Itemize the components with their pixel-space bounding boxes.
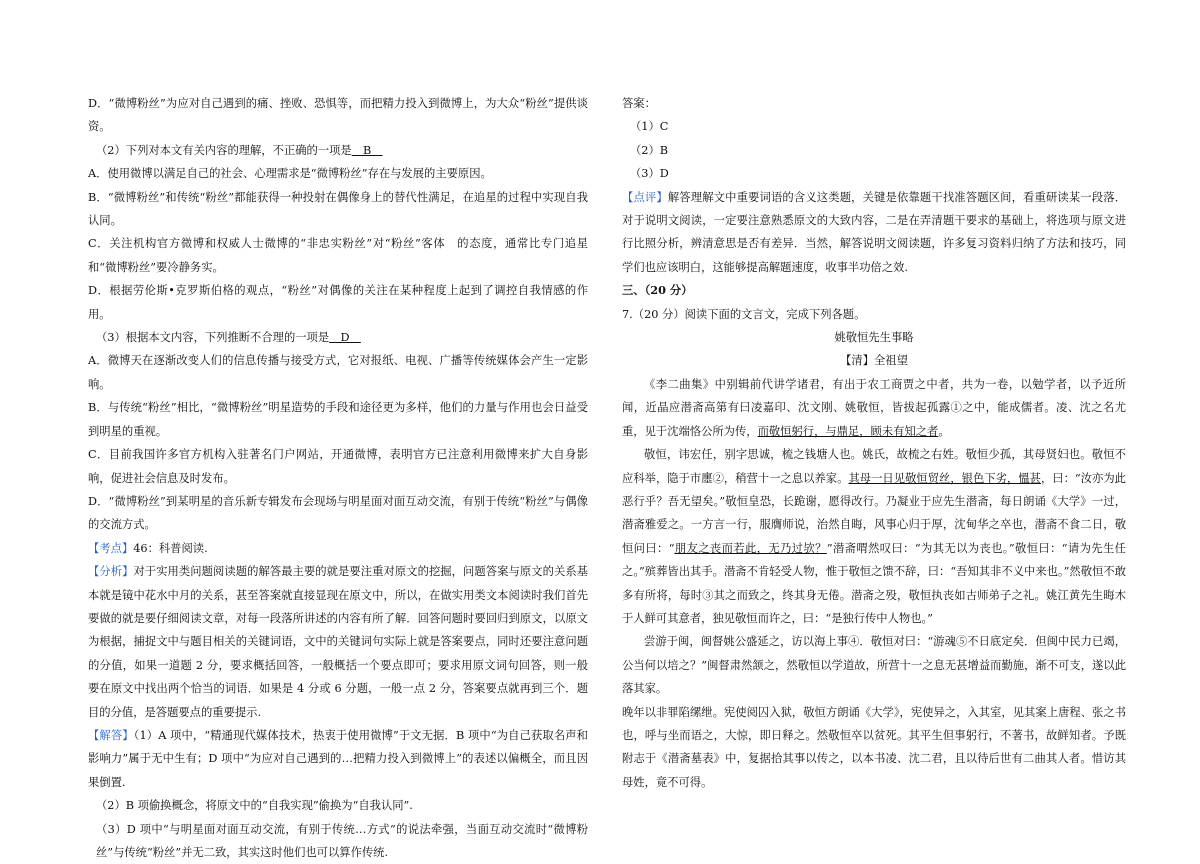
question-2 [88, 139, 588, 162]
q2-option-d: D．根据劳伦斯•克罗斯伯格的观点，“粉丝”对偶像的关注在某种程度上起到了调控自我情感的作用。 [88, 284, 588, 321]
question-3 [88, 326, 588, 349]
paragraph-2-underlined-1: 其母一日见敬恒贸丝，银色下劣，慍甚 [848, 471, 1041, 485]
jieda-part-3: （3）D 项中“与明星面对面互动交流，有别于传统…方式”的说法牵强，当面互动交流时“微博粉丝”与传统“粉丝”并无二致，其实这时他们也可以算作传统. [96, 822, 588, 859]
q2-option-c: C．关注机构官方微博和权威人士微博的“非忠实粉丝”对“粉丝”客体 的态度，通常比专门追星和“微博粉丝”要冷静务实。 [88, 237, 588, 274]
q2-option-b: B．“微博粉丝”和传统“粉丝”都能获得一种投射在偶像身上的替代性满足，在追星的过程中实现自我认同。 [88, 190, 588, 228]
q3-option-b: B．与传统“粉丝”相比，“微博粉丝”明星造势的手段和途径更为多样，他们的力量与作用也会日益受到明星的重视。 [88, 401, 588, 438]
kaodian-tag: 【考点】 [88, 541, 134, 555]
jieda-part-2: （2）B 项偷换概念，将原文中的“自我实现”偷换为“自我认同”. [96, 799, 413, 813]
essay-paragraph-4: 晚年以非罪陷缧绁。宪使阅囚入狱，敬恒方朗诵《大学》，宪使异之，入其室，见其案上唐程、张之书也，呼与坐而语之，大惊，即日释之。然敬恒卒以贫死。其平生但事躬行，不著书，故鲜知者。予既附志于《潜斋墓表》中，复据拾其事以传之，以本书凌、沈二君，且以待后世有二曲其人者。惜访其母姓，竟不可得。 [622, 705, 1126, 789]
question-3-text: （3）根据本文内容，下列推断不合理的一项是 [96, 331, 330, 345]
paragraph-1-underlined: 而敬恒躬行，与鼎足，顾未有知之者 [757, 424, 939, 438]
question-7: 7.（20 分）阅读下面的文言文，完成下列各题。 [622, 307, 866, 321]
paragraph-2-underlined-2: 朋友之丧而若此，无乃过欤？ [674, 541, 827, 555]
answer-2: （2）B [630, 143, 669, 157]
essay-paragraph-3: 尝游于闽，闽督姚公盛延之，访以海上事④．敬恒对曰：“游魂⑤不日底定矣．但闽中民力已竭，公当何以培之？”闽督肃然颔之，然敬恒以学道故，所营十一之息无甚增益而勤施，渐不可支，遂以此落其家。 [622, 635, 1126, 696]
essay-author: 【清】全祖望 [840, 354, 908, 368]
jieda-block [88, 724, 588, 794]
left-column [88, 92, 588, 864]
kaodian-text: 46：科普阅读. [133, 541, 208, 555]
q1-option-d: D．“微博粉丝”为应对自己遇到的痛、挫败、恐惧等，而把精力投入到微博上，为大众“粉丝”提供谈资。 [88, 97, 588, 134]
kaodian-block [88, 537, 588, 560]
q3-option-c: C．目前我国许多官方机构入驻著名门户网站，开通微博，表明官方已注意利用微博来扩大自身影响，促进社会信息及时发布。 [88, 448, 588, 485]
fenxi-tag: 【分析】 [88, 565, 134, 579]
answer-1: （1）C [630, 120, 669, 134]
fenxi-text: 对于实用类问题阅读题的解答最主要的就是要注重对原文的挖掘，问题答案与原文的关系基本就是镜中花水中月的关系，甚至答案就直接显现在原文中，所以，在做实用类文本阅读时我们首先要做的就是要仔细阅读文章，对每一段落所讲述的内容有所了解．回答问题时要回归到原文，以原文为根据，捕捉文中与题目相关的关键词语，文中的关键词句实际上就是答案要点，同时还要注意问题的分值，如果一道题 2 分，要求概括回答，一般概括一个要点即可；要求用原文词句回答，则一般要在原文中找出两个恰当的词语．如果是 4 分或 6 分题，一般一点 2 分，答案要点就再到三个．题目的分值，是答题要点的重要提示. [88, 565, 588, 719]
section-heading: 三、（20 分） [622, 283, 693, 298]
dianping-block [622, 186, 1126, 280]
dianping-text: 解答理解文中重要词语的含义这类题，关键是依靠题干找准答题区间，看重研读某一段落．对于说明文阅读，一定要注意熟悉原文的大致内容，二是在弄清题干要求的基础上，将选项与原文进行比照分析，辨清意思是否有差异．当然，解答说明文阅读题，许多复习资料归纳了方法和技巧，同学们也应该明白，这能够提高解题速度，收事半功倍之效. [622, 190, 1126, 274]
jieda-text: （1）A 项中，“精通现代媒体技术，热衷于使用微博”于文无据．B 项中“为自己获取名声和影响力”属于无中生有；D 项中“为应对自己遇到的…把精力投入到微博上”的表述以偏概全，而且因果倒置. [88, 728, 588, 789]
paragraph-2-text-2: ，曰：“汝亦为此恶行乎？吾无望矣。”敬恒皇恐，长跪谢，愿得改行。乃凝业于应先生潜斋，每日朗诵《大学》一过，潜斋雅爱之。一方言一行，服膺师说，治然自晦，风事心归于厚，沈甸华之卒也，潜斋不食二日，敬恒问曰：“ [622, 471, 1126, 555]
q2-option-a: A．使用微博以满足自己的社会、心理需求是“微博粉丝”存在与发展的主要原因。 [88, 167, 492, 181]
paragraph-2-text: 敬恒，讳宏任，别字思诚，梳之钱塘人也。姚氏，故梳之右姓。敬恒少孤，其母贤妇也。敬恒不应科举，隐于市廛②，稍营十一之息以养家。 [622, 448, 1126, 485]
answer-3: （3）D [630, 167, 669, 181]
paragraph-2-text-3: ”潜斋喟然叹曰：“为其无以为丧也。”敬恒曰：“请为先生任之。”殡葬皆出其手。潜斋不肯轻受人物，惟于敬恒之馈不辞，曰：“吾知其非不义中来也。”然敬恒不敢多有所将，每时③其之而致之，终其身无倦。潜斋之殁，敬恒执丧如古师弟子之礼。姚江黄先生晦木于人鲜可其意者，独见敬恒而许之，曰：“是独行传中人物也。” [622, 541, 1126, 625]
question-3-answer: D [329, 331, 361, 345]
question-2-text: （2）下列对本文有关内容的理解，不正确的一项是 [96, 143, 352, 157]
essay-paragraph-2 [622, 443, 1126, 630]
fenxi-block [88, 560, 588, 724]
q3-option-a: A．微博天在逐渐改变人们的信息传播与接受方式，它对报纸、电视、广播等传统媒体会产生一定影响。 [88, 354, 588, 391]
right-column [622, 92, 1126, 794]
paragraph-1-end: 。 [938, 424, 950, 438]
essay-paragraph-1 [622, 373, 1126, 443]
question-2-answer: B [351, 143, 383, 157]
q3-option-d: D．“微博粉丝”到某明星的音乐新专辑发布会现场与明星面对面互动交流，有别于传统“粉丝”与偶像的交流方式。 [88, 494, 588, 532]
jieda-tag: 【解答】 [88, 728, 134, 742]
paragraph-1-text: 《李二曲集》中别辑前代讲学诸君，有出于农工商贾之中者，共为一卷，以勉学者，以予近所闻，近晶应潜斋高第有曰凌嘉印、沈文刚、姚敬恒，皆拔起孤露①之中，能成儒者。凌、沈之名尤重，见于沈端恪公所为传， [622, 377, 1126, 438]
dianping-tag: 【点评】 [622, 190, 668, 204]
answer-title: 答案： [622, 97, 656, 110]
essay-title: 姚敬恒先生事略 [834, 331, 914, 345]
